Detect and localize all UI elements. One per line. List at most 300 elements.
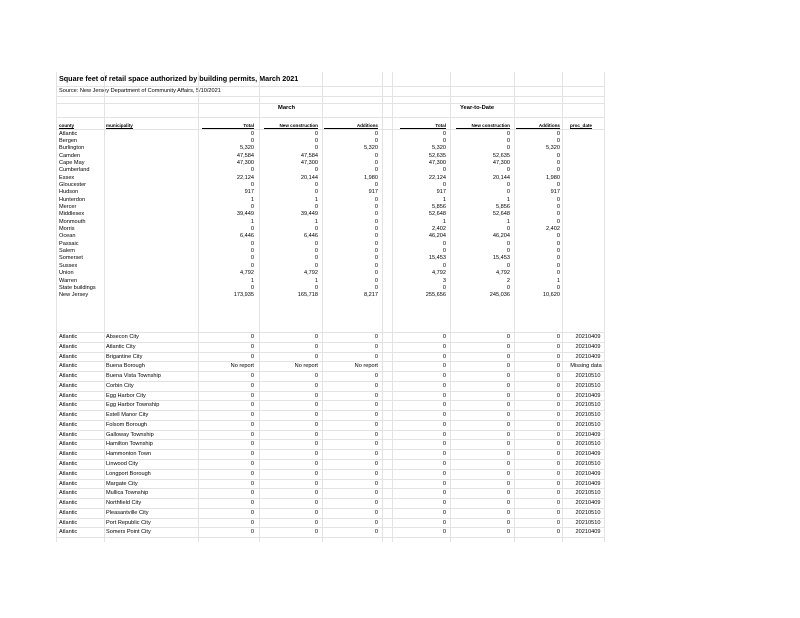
- grid-hline: [56, 96, 604, 97]
- grid-hline: [56, 449, 604, 450]
- cell-y-total: 3: [442, 277, 446, 284]
- grid-hline: [56, 439, 604, 440]
- cell-proc: Missing data: [570, 363, 602, 370]
- cell-y-add: 0: [556, 334, 560, 340]
- cell-county: Somerset: [59, 255, 83, 262]
- cell-y-new: 1: [506, 218, 510, 225]
- cell-county: Passaic: [59, 240, 79, 247]
- cell-county: Ocean: [59, 233, 76, 240]
- cell-county: Atlantic: [59, 343, 78, 350]
- header-march-total: Total: [202, 123, 254, 129]
- cell-m-add: 0: [374, 353, 378, 360]
- cell-county: Atlantic: [59, 402, 78, 409]
- cell-y-total: 0: [442, 167, 446, 174]
- cell-m-new: 39,449: [300, 211, 318, 218]
- cell-county: Monmouth: [59, 218, 86, 225]
- cell-y-total: 5,320: [432, 145, 446, 152]
- municipality-row: [56, 353, 604, 361]
- cell-y-total: 46,204: [428, 233, 446, 240]
- grid-vline: [562, 72, 563, 542]
- cell-m-total: 0: [250, 181, 254, 188]
- cell-y-new: 0: [506, 421, 510, 428]
- cell-y-new: 5,856: [496, 204, 510, 210]
- cell-m-new: 0: [314, 240, 318, 247]
- cell-y-new: 0: [506, 353, 510, 360]
- cell-m-add: 8,217: [364, 292, 378, 299]
- cell-y-add: 2,402: [546, 226, 560, 233]
- grid-hline: [56, 129, 604, 130]
- cell-m-total: 0: [250, 382, 254, 389]
- cell-muni: Buena Borough: [106, 363, 145, 370]
- cell-y-new: 0: [506, 145, 510, 152]
- grid-hline: [56, 86, 604, 87]
- cell-county: Atlantic: [59, 519, 78, 526]
- cell-proc: 20210409: [575, 334, 601, 340]
- cell-y-new: 46,204: [492, 233, 510, 240]
- cell-muni: Somers Point City: [106, 529, 151, 536]
- cell-y-new: 245,036: [489, 292, 510, 299]
- cell-y-add: 0: [556, 255, 560, 262]
- cell-county: Atlantic: [59, 441, 78, 448]
- cell-y-new: 0: [506, 392, 510, 399]
- cell-m-new: 0: [314, 262, 318, 269]
- cell-y-new: 15,453: [492, 255, 510, 262]
- cell-y-new: 0: [506, 363, 510, 370]
- cell-y-add: 1: [556, 277, 560, 284]
- cell-proc: 20210409: [575, 529, 601, 536]
- cell-y-add: 0: [556, 284, 560, 291]
- cell-county: Cumberland: [59, 167, 90, 174]
- cell-m-new: 165,718: [297, 292, 318, 299]
- cell-m-add: 0: [374, 181, 378, 188]
- cell-m-total: 6,446: [240, 233, 254, 240]
- cell-m-new: 0: [314, 451, 318, 458]
- cell-m-add: 0: [374, 137, 378, 144]
- cell-county: Salem: [59, 248, 75, 255]
- cell-y-add: 0: [556, 159, 560, 166]
- cell-y-add: 0: [556, 382, 560, 389]
- cell-proc: 20210510: [575, 421, 601, 428]
- cell-m-new: 0: [314, 402, 318, 409]
- municipality-row: [56, 401, 604, 409]
- cell-county: Atlantic: [59, 130, 78, 137]
- cell-m-new: 0: [314, 181, 318, 188]
- cell-m-total: 0: [250, 353, 254, 360]
- cell-m-add: 0: [374, 500, 378, 507]
- cell-muni: Brigantine City: [106, 353, 143, 360]
- cell-y-new: 0: [506, 461, 510, 467]
- cell-m-add: 0: [374, 373, 378, 380]
- cell-county: Morris: [59, 226, 75, 233]
- cell-y-new: 0: [506, 334, 510, 340]
- cell-m-new: 0: [314, 145, 318, 152]
- cell-m-total: 0: [250, 431, 254, 438]
- cell-m-new: No report: [294, 363, 318, 370]
- cell-y-total: 0: [442, 130, 446, 137]
- cell-m-add: 0: [374, 529, 378, 536]
- cell-county: Atlantic: [59, 353, 78, 360]
- municipality-row: [56, 372, 604, 380]
- cell-m-add: No report: [354, 363, 378, 370]
- cell-m-total: 1: [250, 277, 254, 284]
- cell-proc: 20210510: [575, 382, 601, 389]
- cell-m-total: No report: [230, 363, 254, 370]
- cell-muni: Hamilton Township: [106, 441, 153, 448]
- header-ytd-new-construction: New construction: [456, 123, 510, 129]
- cell-y-add: 0: [556, 130, 560, 137]
- cell-m-total: 0: [250, 248, 254, 255]
- grid-hline: [56, 527, 604, 528]
- cell-m-new: 0: [314, 189, 318, 196]
- cell-y-new: 0: [506, 431, 510, 438]
- header-march-additions: Additions: [324, 123, 378, 129]
- cell-y-total: 0: [442, 421, 446, 428]
- cell-y-add: 0: [556, 451, 560, 458]
- cell-y-add: 0: [556, 240, 560, 247]
- municipality-row: [56, 392, 604, 400]
- section-ytd: Year-to-Date: [460, 105, 495, 111]
- cell-muni: Mullica Township: [106, 490, 149, 497]
- cell-y-total: 0: [442, 402, 446, 409]
- cell-m-add: 0: [374, 211, 378, 218]
- cell-y-new: 0: [506, 490, 510, 497]
- section-march: March: [278, 105, 296, 111]
- cell-proc: 20210510: [575, 519, 601, 526]
- cell-y-add: 0: [556, 461, 560, 467]
- cell-y-add: 0: [556, 270, 560, 277]
- cell-m-total: 47,584: [236, 152, 254, 159]
- cell-proc: 20210409: [575, 353, 601, 360]
- cell-y-add: 0: [556, 490, 560, 497]
- municipality-row: [56, 489, 604, 497]
- cell-y-total: 0: [442, 519, 446, 526]
- cell-m-new: 0: [314, 441, 318, 448]
- cell-m-add: 0: [374, 204, 378, 210]
- grid-vline: [322, 72, 323, 542]
- cell-y-total: 0: [442, 262, 446, 269]
- cell-y-add: 0: [556, 402, 560, 409]
- cell-muni: Margate City: [106, 480, 138, 487]
- cell-m-add: 0: [374, 509, 378, 516]
- cell-muni: Hammonton Town: [106, 451, 151, 458]
- cell-county: State buildings: [59, 284, 96, 291]
- cell-y-add: 0: [556, 421, 560, 428]
- cell-county: Hudson: [59, 189, 79, 196]
- cell-proc: 20210510: [575, 402, 601, 409]
- cell-county: Atlantic: [59, 363, 78, 370]
- cell-county: Atlantic: [59, 334, 78, 340]
- cell-m-new: 6,446: [304, 233, 318, 240]
- cell-muni: Linwood City: [106, 461, 139, 467]
- cell-m-total: 0: [250, 529, 254, 536]
- grid-vline: [382, 72, 383, 542]
- cell-m-total: 0: [250, 412, 254, 419]
- cell-county: Atlantic: [59, 470, 78, 477]
- cell-y-total: 0: [442, 353, 446, 360]
- cell-y-new: 0: [506, 137, 510, 144]
- cell-y-add: 0: [556, 529, 560, 536]
- grid-hline: [56, 117, 604, 118]
- cell-y-total: 15,453: [428, 255, 446, 262]
- grid-vline: [104, 72, 105, 542]
- cell-m-total: 0: [250, 470, 254, 477]
- cell-county: Union: [59, 270, 74, 277]
- cell-m-total: 0: [250, 441, 254, 448]
- cell-m-add: 0: [374, 392, 378, 399]
- county-row: [56, 291, 604, 299]
- spreadsheet: [56, 72, 604, 542]
- cell-y-total: 1: [442, 196, 446, 203]
- cell-y-add: 0: [556, 218, 560, 225]
- grid-vline: [392, 72, 393, 542]
- cell-m-add: 0: [374, 421, 378, 428]
- cell-y-new: 0: [506, 226, 510, 233]
- cell-y-total: 0: [442, 240, 446, 247]
- cell-m-new: 47,300: [300, 159, 318, 166]
- cell-m-total: 0: [250, 255, 254, 262]
- cell-y-add: 5,320: [546, 145, 560, 152]
- cell-m-total: 0: [250, 461, 254, 467]
- cell-m-new: 20,144: [300, 174, 318, 181]
- cell-muni: Corbin City: [106, 382, 134, 389]
- cell-county: Atlantic: [59, 421, 78, 428]
- cell-m-add: 0: [374, 519, 378, 526]
- cell-m-new: 0: [314, 255, 318, 262]
- cell-m-add: 0: [374, 159, 378, 166]
- cell-m-new: 0: [314, 343, 318, 350]
- cell-y-total: 0: [442, 363, 446, 370]
- cell-m-total: 0: [250, 262, 254, 269]
- grid-vline: [198, 72, 199, 542]
- cell-county: Atlantic: [59, 382, 78, 389]
- cell-y-new: 0: [506, 240, 510, 247]
- municipality-row: [56, 343, 604, 351]
- cell-y-total: 0: [442, 382, 446, 389]
- municipality-row: [56, 450, 604, 458]
- grid-vline: [514, 72, 515, 542]
- cell-m-total: 0: [250, 500, 254, 507]
- report-title: Square feet of retail space authorized by building permits, March 2021: [59, 74, 299, 83]
- cell-m-total: 0: [250, 167, 254, 174]
- cell-m-add: 0: [374, 240, 378, 247]
- cell-m-new: 4,792: [304, 270, 318, 277]
- cell-m-new: 0: [314, 373, 318, 380]
- cell-m-add: 917: [368, 189, 378, 196]
- cell-m-add: 0: [374, 248, 378, 255]
- cell-county: Mercer: [59, 204, 77, 210]
- cell-y-new: 20,144: [492, 174, 510, 181]
- cell-m-add: 0: [374, 334, 378, 340]
- cell-m-new: 1: [314, 277, 318, 284]
- cell-county: Camden: [59, 152, 81, 159]
- cell-proc: 20210510: [575, 490, 601, 497]
- municipality-row: [56, 499, 604, 507]
- header-ytd-total: Total: [400, 123, 446, 129]
- cell-m-total: 0: [250, 226, 254, 233]
- cell-y-new: 0: [506, 189, 510, 196]
- cell-m-new: 0: [314, 392, 318, 399]
- cell-m-new: 0: [314, 167, 318, 174]
- cell-m-new: 0: [314, 431, 318, 438]
- cell-proc: 20210510: [575, 509, 601, 516]
- cell-y-add: 0: [556, 152, 560, 159]
- cell-county: Gloucester: [59, 181, 87, 188]
- cell-county: New Jersey: [59, 292, 89, 299]
- cell-y-add: 0: [556, 211, 560, 218]
- cell-county: Atlantic: [59, 480, 78, 487]
- cell-m-total: 5,320: [240, 145, 254, 152]
- cell-m-total: 0: [250, 373, 254, 380]
- cell-m-new: 0: [314, 353, 318, 360]
- cell-muni: Folsom Borough: [106, 421, 148, 428]
- cell-m-total: 917: [244, 189, 254, 196]
- cell-county: Atlantic: [59, 461, 78, 467]
- cell-county: Atlantic: [59, 500, 78, 507]
- cell-county: Burlington: [59, 145, 85, 152]
- cell-m-add: 0: [374, 461, 378, 467]
- cell-y-new: 4,792: [496, 270, 510, 277]
- cell-m-total: 0: [250, 334, 254, 340]
- cell-m-total: 0: [250, 490, 254, 497]
- cell-county: Hunterdon: [59, 196, 86, 203]
- grid-hline: [56, 371, 604, 372]
- cell-y-new: 0: [506, 181, 510, 188]
- cell-m-new: 0: [314, 500, 318, 507]
- grid-vline: [56, 72, 57, 542]
- cell-y-add: 0: [556, 412, 560, 419]
- cell-county: Atlantic: [59, 373, 78, 380]
- cell-county: Cape May: [59, 159, 85, 166]
- cell-y-new: 0: [506, 382, 510, 389]
- grid-hline: [56, 479, 604, 480]
- grid-hline: [56, 498, 604, 499]
- cell-y-total: 0: [442, 137, 446, 144]
- cell-county: Atlantic: [59, 451, 78, 458]
- grid-vline: [450, 72, 451, 542]
- cell-y-total: 52,648: [428, 211, 446, 218]
- cell-y-add: 0: [556, 343, 560, 350]
- cell-y-add: 0: [556, 196, 560, 203]
- cell-m-new: 0: [314, 509, 318, 516]
- cell-y-new: 0: [506, 130, 510, 137]
- cell-m-add: 0: [374, 233, 378, 240]
- cell-m-new: 0: [314, 334, 318, 340]
- cell-y-total: 1: [442, 218, 446, 225]
- cell-m-add: 0: [374, 451, 378, 458]
- cell-m-new: 0: [314, 248, 318, 255]
- cell-county: Atlantic: [59, 490, 78, 497]
- cell-county: Essex: [59, 174, 75, 181]
- cell-m-add: 0: [374, 152, 378, 159]
- cell-m-new: 0: [314, 130, 318, 137]
- grid-hline: [56, 420, 604, 421]
- header-ytd-additions: Additions: [516, 123, 560, 129]
- cell-y-new: 0: [506, 509, 510, 516]
- cell-muni: Northfield City: [106, 500, 142, 507]
- grid-hline: [56, 518, 604, 519]
- cell-y-new: 0: [506, 167, 510, 174]
- cell-muni: Port Republic City: [106, 519, 151, 526]
- cell-proc: 20210409: [575, 392, 601, 399]
- municipality-row: [56, 519, 604, 527]
- cell-y-total: 0: [442, 500, 446, 507]
- header-county: county: [59, 123, 75, 128]
- grid-hline: [56, 342, 604, 343]
- cell-proc: 20210409: [575, 451, 601, 458]
- cell-m-new: 1: [314, 218, 318, 225]
- cell-m-total: 1: [250, 196, 254, 203]
- grid-hline: [56, 391, 604, 392]
- cell-m-add: 0: [374, 441, 378, 448]
- municipality-row: [56, 480, 604, 488]
- cell-y-total: 47,300: [428, 159, 446, 166]
- cell-m-total: 0: [250, 137, 254, 144]
- grid-hline: [56, 537, 604, 538]
- cell-m-new: 1: [314, 196, 318, 203]
- cell-y-total: 0: [442, 373, 446, 380]
- cell-muni: Galloway Township: [106, 431, 154, 438]
- cell-y-add: 0: [556, 470, 560, 477]
- cell-y-total: 52,635: [428, 152, 446, 159]
- municipality-row: [56, 509, 604, 517]
- grid-hline: [56, 410, 604, 411]
- cell-m-total: 1: [250, 218, 254, 225]
- cell-y-add: 0: [556, 441, 560, 448]
- cell-y-new: 0: [506, 441, 510, 448]
- cell-y-total: 2,402: [432, 226, 446, 233]
- cell-m-total: 0: [250, 519, 254, 526]
- cell-county: Atlantic: [59, 529, 78, 536]
- cell-y-total: 0: [442, 480, 446, 487]
- cell-m-new: 0: [314, 204, 318, 210]
- cell-muni: Absecon City: [106, 334, 139, 340]
- cell-y-total: 0: [442, 248, 446, 255]
- cell-m-new: 0: [314, 137, 318, 144]
- cell-y-new: 0: [506, 248, 510, 255]
- grid-hline: [56, 381, 604, 382]
- cell-y-add: 0: [556, 373, 560, 380]
- cell-m-total: 22,124: [236, 174, 254, 181]
- cell-y-add: 10,620: [542, 292, 560, 299]
- cell-county: Sussex: [59, 262, 78, 269]
- grid-vline: [604, 72, 605, 542]
- cell-proc: 20210409: [575, 480, 601, 487]
- cell-m-add: 0: [374, 167, 378, 174]
- cell-proc: 20210510: [575, 412, 601, 419]
- cell-m-add: 0: [374, 480, 378, 487]
- cell-county: Middlesex: [59, 211, 85, 218]
- cell-y-add: 0: [556, 204, 560, 210]
- cell-y-total: 0: [442, 461, 446, 467]
- cell-m-new: 0: [314, 421, 318, 428]
- cell-m-add: 0: [374, 277, 378, 284]
- cell-m-add: 0: [374, 270, 378, 277]
- cell-m-add: 0: [374, 130, 378, 137]
- cell-y-total: 0: [442, 284, 446, 291]
- cell-proc: 20210510: [575, 373, 601, 380]
- cell-m-add: 0: [374, 431, 378, 438]
- cell-y-add: 0: [556, 363, 560, 370]
- grid-hline: [56, 361, 604, 362]
- cell-muni: Atlantic City: [106, 343, 136, 350]
- cell-muni: Egg Harbor City: [106, 392, 146, 399]
- cell-m-add: 0: [374, 343, 378, 350]
- cell-m-total: 47,300: [236, 159, 254, 166]
- municipality-row: [56, 362, 604, 370]
- cell-m-add: 0: [374, 412, 378, 419]
- cell-y-add: 0: [556, 248, 560, 255]
- cell-y-total: 0: [442, 470, 446, 477]
